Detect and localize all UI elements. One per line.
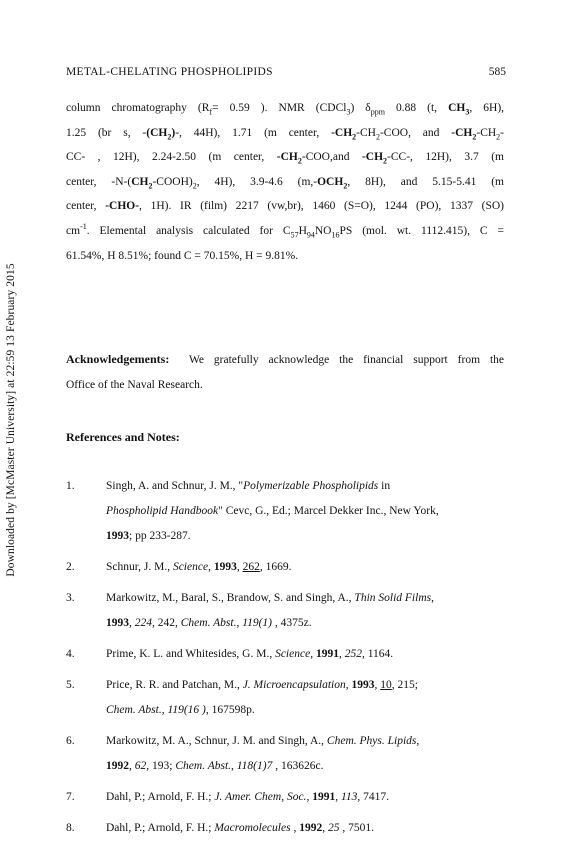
reference-number: 7.	[66, 791, 75, 803]
references-heading: References and Notes:	[66, 430, 180, 444]
reference-number: 4.	[66, 648, 75, 660]
reference-item	[66, 729, 504, 779]
body-line: CC- , 12H), 2.24-2.50 (m center, $-CH_2-COO,and$ $-CH_2-CC-$, 12H), 3.7 (m	[66, 151, 504, 166]
body-line: center, -CHO-, 1H). IR (film) 2217 (vw,br), 1460 (S=O), 1244 (PO), 1337 (SO)	[66, 200, 504, 213]
reference-text-line: Schnur, J. M., Science, 1993, 262, 1669.	[106, 561, 292, 573]
reference-item	[66, 673, 504, 723]
reference-text-line: Price, R. R. and Patchan, M., J. Microencapsulation, 1993, 10, 215;	[106, 679, 418, 691]
running-title: METAL-CHELATING PHOSPHOLIPIDS	[66, 66, 273, 78]
reference-text-line: Phospholipid Handbook" Cevc, G., Ed.; Marcel Dekker Inc., New York,	[106, 505, 439, 517]
body-line: 1.25 (br s, $-(CH_2)-$, 44H), 1.71 (m center, $-CH_2-CH_2$-COO, and $-CH_2-CH_2-$	[66, 126, 505, 141]
reference-text-line: Markowitz, M. A., Schnur, J. M. and Singh, A., Chem. Phys. Lipids,	[106, 735, 420, 747]
reference-number: 2.	[66, 561, 75, 573]
acknowledgements-line	[66, 347, 504, 373]
reference-number: 1.	[66, 480, 75, 492]
reference-text-line: Markowitz, M., Baral, S., Brandow, S. and Singh, A., Thin Solid Films,	[106, 592, 434, 604]
reference-text-line: Dahl, P.; Arnold, F. H.; J. Amer. Chem, Soc., 1991, 113, 7417.	[106, 791, 389, 803]
reference-number: 3.	[66, 592, 75, 604]
acknowledgements-section	[66, 347, 504, 397]
acknowledgements-text: We gratefully acknowledge the financial support from the	[188, 354, 504, 366]
reference-item	[66, 642, 504, 667]
reference-item	[66, 586, 504, 636]
reference-item	[66, 785, 504, 810]
acknowledgements-heading: Acknowledgements:	[66, 352, 170, 366]
reference-number: 5.	[66, 679, 75, 691]
acknowledgements-text-2: Office of the Naval Research.	[66, 378, 203, 391]
reference-text-line: 1993; pp 233-287.	[106, 530, 191, 542]
reference-item	[66, 555, 504, 580]
reference-number: 8.	[66, 822, 75, 834]
body-line: center, $-N-(CH_2-COOH)_2$, 4H), 3.9-4.6 ($m,-OCH_2$, 8H), and 5.15-5.41 (m	[66, 175, 505, 191]
reference-text-line: 1992, 62, 193; Chem. Abst., 118(1)7 , 163626c.	[106, 760, 324, 772]
body-line: column chromatography ($R_f= 0.59$ ). NMR (CDCl$_3$) $\delta_{ppm}$ 0.88 (t, $CH_3$, 6H),	[66, 102, 505, 117]
reference-text-line: Dahl, P.; Arnold, F. H.; Macromolecules , 1992, 25 , 7501.	[106, 822, 374, 834]
reference-number: 6.	[66, 735, 75, 747]
reference-text-line: Singh, A. and Schnur, J. M., "Polymerizable Phospholipids in	[106, 480, 391, 492]
reference-item	[66, 816, 504, 841]
reference-text-line: Prime, K. L. and Whitesides, G. M., Science, 1991, 252, 1164.	[106, 648, 394, 660]
reference-text-line: 1993, 224, 242, Chem. Abst., 119(1) , 4375z.	[106, 617, 312, 629]
download-watermark	[2, 240, 20, 600]
experimental-paragraph	[66, 96, 504, 268]
download-watermark-text: Downloaded by [McMaster University] at 22:59 13 February 2015	[5, 263, 17, 577]
references-list	[66, 474, 504, 847]
page-number: 585	[488, 66, 506, 78]
reference-item	[66, 474, 504, 549]
body-line: 61.54%, H 8.51%; found C = 70.15%, H = 9.81%.	[66, 249, 299, 262]
reference-text-line: Chem. Abst., 119(16 ), 167598p.	[106, 704, 255, 716]
body-line: $cm^{-1}$. Elemental analysis calculated for $C_{57}H_{94}NO_{16}PS$ (mol. wt. 1112.415), C =	[66, 222, 504, 240]
